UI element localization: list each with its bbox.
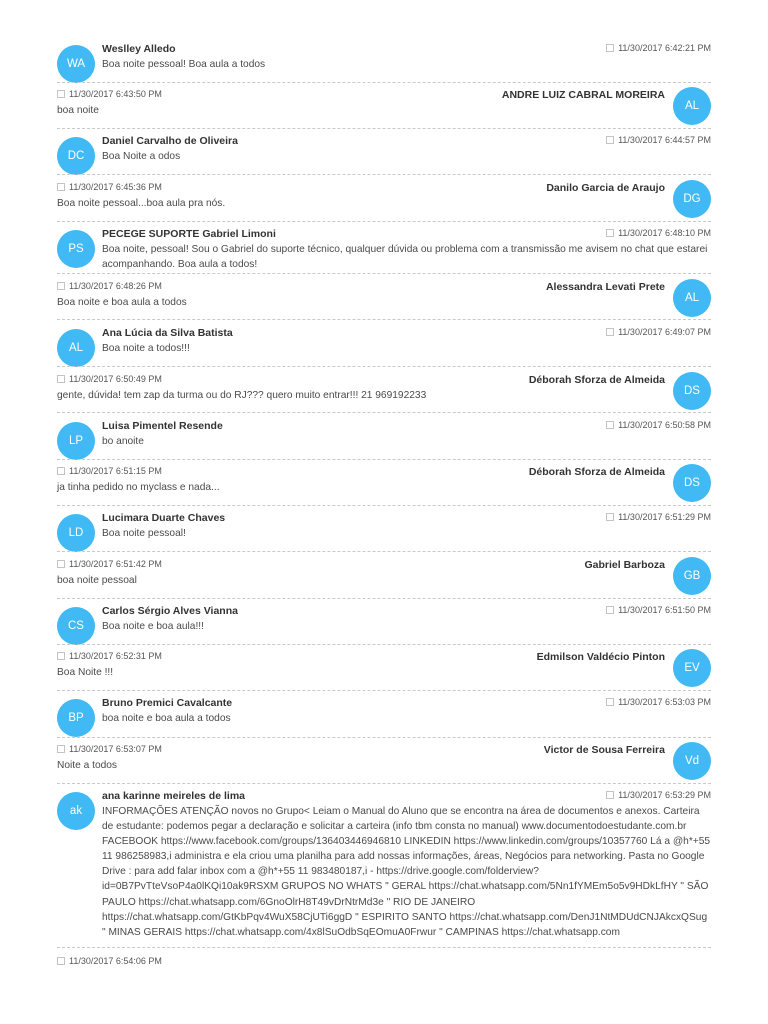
chat-message	[57, 559, 711, 599]
chat-message	[57, 89, 711, 129]
chat-message	[57, 327, 711, 367]
clock-icon	[606, 606, 614, 614]
chat-message	[57, 512, 711, 552]
message-text: boa noite pessoal	[57, 575, 137, 586]
chat-message	[57, 374, 711, 414]
clock-icon	[57, 183, 65, 191]
message-text: Boa noite a todos!!!	[102, 343, 190, 354]
chat-message	[57, 956, 711, 996]
message-timestamp	[606, 228, 711, 238]
message-text: Boa Noite a odos	[102, 151, 181, 162]
timestamp-text: 11/30/2017 6:53:07 PM	[69, 744, 162, 754]
sender-name: Lucimara Duarte Chaves	[102, 512, 226, 524]
sender-name: Luisa Pimentel Resende	[102, 420, 223, 432]
avatar: AL	[673, 279, 711, 317]
chat-message	[57, 790, 711, 938]
timestamp-text: 11/30/2017 6:48:10 PM	[618, 228, 711, 238]
timestamp-text: 11/30/2017 6:50:49 PM	[69, 374, 162, 384]
clock-icon	[57, 375, 65, 383]
clock-icon	[57, 467, 65, 475]
avatar: AL	[57, 329, 95, 367]
timestamp-text: 11/30/2017 6:51:50 PM	[618, 605, 711, 615]
timestamp-text: 11/30/2017 6:53:03 PM	[618, 697, 711, 707]
message-text: Boa noite pessoal...boa aula pra nós.	[57, 198, 226, 209]
message-timestamp	[57, 374, 162, 384]
sender-name: PECEGE SUPORTE Gabriel Limoni	[102, 228, 276, 240]
message-divider	[57, 366, 711, 367]
message-timestamp	[606, 420, 711, 430]
avatar: DS	[673, 372, 711, 410]
clock-icon	[606, 791, 614, 799]
message-text: Boa noite pessoal!	[102, 528, 186, 539]
clock-icon	[57, 282, 65, 290]
sender-name: Ana Lúcia da Silva Batista	[102, 327, 233, 339]
clock-icon	[606, 513, 614, 521]
chat-message	[57, 466, 711, 506]
message-timestamp	[57, 182, 162, 192]
message-divider	[57, 690, 711, 691]
message-timestamp	[57, 559, 162, 569]
sender-name: Danilo Garcia de Araujo	[546, 182, 665, 194]
message-timestamp	[606, 512, 711, 522]
message-divider	[57, 947, 711, 948]
message-timestamp	[57, 281, 162, 291]
sender-name: ana karinne meireles de lima	[102, 790, 245, 802]
message-divider	[57, 783, 711, 784]
sender-name: Edmilson Valdécio Pinton	[536, 651, 665, 663]
message-text: Boa noite pessoal! Boa aula a todos	[102, 59, 266, 70]
message-timestamp	[57, 466, 162, 476]
clock-icon	[606, 44, 614, 52]
timestamp-text: 11/30/2017 6:43:50 PM	[69, 89, 162, 99]
sender-name: ANDRE LUIZ CABRAL MOREIRA	[501, 89, 665, 101]
timestamp-text: 11/30/2017 6:53:29 PM	[618, 790, 711, 800]
message-text: INFORMAÇÕES ATENÇÃO novos no Grupo< Leiam o Manual do Aluno que se encontra na área de documentos e anexos. Carteira de estudante: podemos pegar a declaração e solicitar a carteira (info tbm consta no manual) www.documentodoestudante.com.br FACEBOOK https://www.facebook.com/groups/136403446946810 LINKEDIN https://www.linkedin.com/groups/10357760 Lá a @h*+55 11 986258983,i administra e ela criou uma planilha para add nossas informações, áreas, Negócios para networking. Pasta no Google Drive : para add falar inbox com a @h*+55 11 983480187,i - https://drive.google.com/folderview?id=0B7PvTteVsoP4a0lKQi10ak9RSXM GRUPOS NO WHATS " GERAL https://chat.whatsapp.com/5Nn1fYMEm5o5v9HDkLfHY " SÃO PAULO https://chat.whatsapp.com/6GnoOlrH8T49vDrNtrMd3e " RIO DE JANEIRO https://chat.whatsapp.com/GtKbPqv4WuX58CjUTi6ggD " ESPIRITO SANTO https://chat.whatsapp.com/DenJ1NtMDUdCNJAkcxQSug " MINAS GERAIS https://chat.whatsapp.com/4x8lSuOdbSqEOmuA0Frwur " CAMPINAS https://chat.whatsapp.com	[102, 806, 711, 938]
timestamp-text: 11/30/2017 6:49:07 PM	[618, 327, 711, 337]
message-text: gente, dúvida! tem zap da turma ou do RJ??? quero muito entrar!!! 21 969192233	[57, 390, 427, 401]
message-divider	[57, 459, 711, 460]
timestamp-text: 11/30/2017 6:51:15 PM	[69, 466, 162, 476]
message-divider	[57, 644, 711, 645]
avatar: AL	[673, 87, 711, 125]
avatar: ak	[57, 792, 95, 830]
avatar: DC	[57, 137, 95, 175]
timestamp-text: 11/30/2017 6:45:36 PM	[69, 182, 162, 192]
message-text: Noite a todos	[57, 760, 118, 771]
message-text: ja tinha pedido no myclass e nada...	[57, 482, 220, 493]
avatar: DG	[673, 180, 711, 218]
message-divider	[57, 737, 711, 738]
message-text: Boa noite e boa aula!!!	[102, 621, 204, 632]
sender-name: Weslley Alledo	[102, 43, 176, 55]
message-divider	[57, 128, 711, 129]
message-timestamp	[606, 790, 711, 800]
chat-message	[57, 182, 711, 222]
timestamp-text: 11/30/2017 6:52:31 PM	[69, 651, 162, 661]
clock-icon	[606, 136, 614, 144]
avatar: DS	[673, 464, 711, 502]
chat-message	[57, 744, 711, 784]
message-divider	[57, 174, 711, 175]
message-divider	[57, 551, 711, 552]
chat-message	[57, 228, 711, 271]
clock-icon	[606, 328, 614, 336]
avatar: BP	[57, 699, 95, 737]
sender-name: Gabriel Barboza	[584, 559, 665, 571]
message-timestamp	[57, 956, 162, 966]
avatar: LD	[57, 514, 95, 552]
message-timestamp	[57, 744, 162, 754]
clock-icon	[57, 745, 65, 753]
message-divider	[57, 319, 711, 320]
timestamp-text: 11/30/2017 6:51:29 PM	[618, 512, 711, 522]
message-divider	[57, 598, 711, 599]
clock-icon	[57, 90, 65, 98]
message-timestamp	[57, 89, 162, 99]
message-text: Boa noite e boa aula a todos	[57, 297, 187, 308]
avatar: PS	[57, 230, 95, 268]
message-timestamp	[57, 651, 162, 661]
timestamp-text: 11/30/2017 6:50:58 PM	[618, 420, 711, 430]
message-timestamp	[606, 135, 711, 145]
chat-message	[57, 651, 711, 691]
message-divider	[57, 505, 711, 506]
sender-name: Bruno Premici Cavalcante	[102, 697, 233, 709]
sender-name: Carlos Sérgio Alves Vianna	[102, 605, 238, 617]
clock-icon	[57, 560, 65, 568]
message-text: boa noite	[57, 105, 99, 116]
chat-message	[57, 43, 711, 83]
message-text: Boa Noite !!!	[57, 667, 114, 678]
message-text: boa noite e boa aula a todos	[102, 713, 231, 724]
avatar: CS	[57, 607, 95, 645]
message-divider	[57, 273, 711, 274]
message-text: Boa noite, pessoal! Sou o Gabriel do suporte técnico, qualquer dúvida ou problema com a transmissão me avisem no chat que estarei acompanhando. Boa aula a todos!	[102, 244, 708, 271]
clock-icon	[606, 229, 614, 237]
clock-icon	[57, 652, 65, 660]
chat-message	[57, 420, 711, 460]
timestamp-text: 11/30/2017 6:48:26 PM	[69, 281, 162, 291]
timestamp-text: 11/30/2017 6:51:42 PM	[69, 559, 162, 569]
timestamp-text: 11/30/2017 6:44:57 PM	[618, 135, 711, 145]
clock-icon	[606, 421, 614, 429]
message-divider	[57, 412, 711, 413]
chat-message	[57, 135, 711, 175]
sender-name: Alessandra Levati Prete	[545, 281, 665, 293]
sender-name: Déborah Sforza de Almeida	[528, 466, 665, 478]
clock-icon	[57, 957, 65, 965]
message-divider	[57, 221, 711, 222]
message-timestamp	[606, 327, 711, 337]
clock-icon	[606, 698, 614, 706]
chat-message	[57, 605, 711, 645]
message-divider	[57, 82, 711, 83]
chat-message	[57, 697, 711, 737]
avatar: LP	[57, 422, 95, 460]
avatar: Vd	[673, 742, 711, 780]
sender-name: Victor de Sousa Ferreira	[543, 744, 665, 756]
timestamp-text: 11/30/2017 6:42:21 PM	[618, 43, 711, 53]
message-text: bo anoite	[102, 436, 144, 447]
avatar: WA	[57, 45, 95, 83]
message-timestamp	[606, 43, 711, 53]
timestamp-text: 11/30/2017 6:54:06 PM	[69, 956, 162, 966]
avatar: EV	[673, 649, 711, 687]
message-timestamp	[606, 697, 711, 707]
avatar: GB	[673, 557, 711, 595]
sender-name: Daniel Carvalho de Oliveira	[102, 135, 238, 147]
chat-message	[57, 281, 711, 321]
sender-name: Déborah Sforza de Almeida	[528, 374, 665, 386]
message-timestamp	[606, 605, 711, 615]
